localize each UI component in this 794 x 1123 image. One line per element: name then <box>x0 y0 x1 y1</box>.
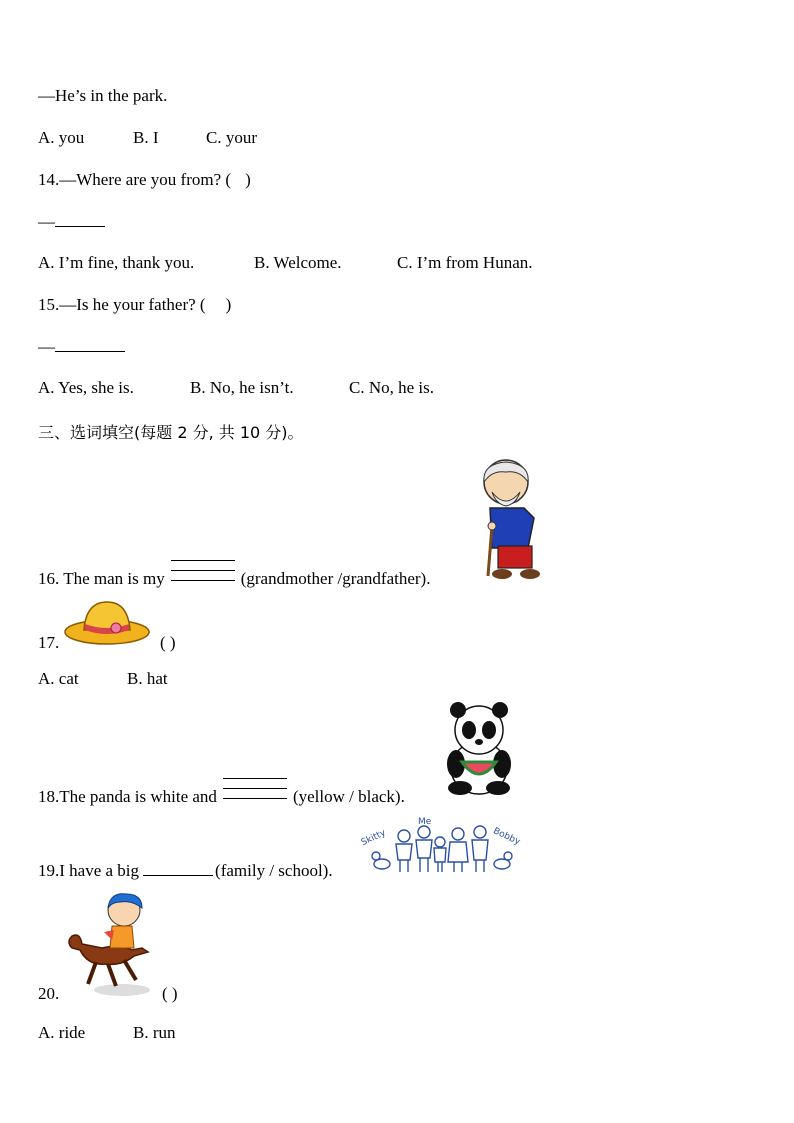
question-16-prefix: 16. The man is my <box>38 569 165 588</box>
option-14-c[interactable]: C. I’m from Hunan. <box>397 253 533 272</box>
dash: — <box>38 337 55 356</box>
label-bobby: Bobby <box>491 826 522 848</box>
option-17-a[interactable]: A. cat <box>38 669 79 688</box>
dash: — <box>38 212 55 231</box>
question-18-prefix: 18.The panda is white and <box>38 787 217 806</box>
option-20-a[interactable]: A. ride <box>38 1023 86 1042</box>
question-20-paren[interactable]: ( ) <box>162 984 178 1003</box>
option-15-a[interactable]: A. Yes, she is. <box>38 378 134 397</box>
option-13-b[interactable]: B. I <box>133 128 159 147</box>
question-15-text: 15.—Is he your father? ( <box>38 295 206 314</box>
horse-riding-image <box>62 892 156 998</box>
question-17-paren[interactable]: ( ) <box>160 633 176 652</box>
question-15-paren-close: ) <box>225 295 232 314</box>
question-16 <box>38 560 430 590</box>
question-20-number: 20. <box>38 984 60 1003</box>
section-title: 三、选词填空(每题 2 分, 共 10 分)。 <box>38 423 304 442</box>
option-14-a[interactable]: A. I’m fine, thank you. <box>38 253 195 272</box>
option-15-c[interactable]: C. No, he is. <box>349 378 434 397</box>
question-17-number: 17. <box>38 633 60 652</box>
question-16-suffix: (grandmother /grandfather). <box>240 569 431 588</box>
question-14 <box>38 170 251 190</box>
option-13-a[interactable]: A. you <box>38 128 85 147</box>
question-18 <box>38 778 405 808</box>
option-15-b[interactable]: B. No, he isn’t. <box>190 378 294 397</box>
option-17-b[interactable]: B. hat <box>127 669 168 688</box>
family-image <box>360 812 522 876</box>
blank-line <box>55 350 125 352</box>
answer-blank-19[interactable] <box>143 874 213 876</box>
label-me: Me <box>418 817 432 827</box>
answer-lines-18[interactable] <box>223 778 287 808</box>
answer-blank-14[interactable] <box>38 212 105 232</box>
label-skitty: Skitty <box>360 828 388 849</box>
answer-blank-15[interactable] <box>38 337 125 357</box>
answer-lines-16[interactable] <box>171 560 235 590</box>
question-19 <box>38 861 333 881</box>
option-20-b[interactable]: B. run <box>133 1023 176 1042</box>
hat-image <box>62 598 152 648</box>
question-14-text: 14.—Where are you from? ( <box>38 170 232 189</box>
blank-line <box>55 225 105 227</box>
question-19-suffix: (family / school). <box>215 861 333 880</box>
question-15 <box>38 295 231 315</box>
option-14-b[interactable]: B. Welcome. <box>254 253 342 272</box>
grandfather-image <box>470 458 554 582</box>
question-19-prefix: 19.I have a big <box>38 861 140 880</box>
question-18-suffix: (yellow / black). <box>292 787 405 806</box>
option-13-c[interactable]: C. your <box>206 128 257 147</box>
panda-image <box>442 702 516 796</box>
question-14-paren-close: ) <box>245 170 251 189</box>
answer-line-13: —He’s in the park. <box>38 86 168 105</box>
